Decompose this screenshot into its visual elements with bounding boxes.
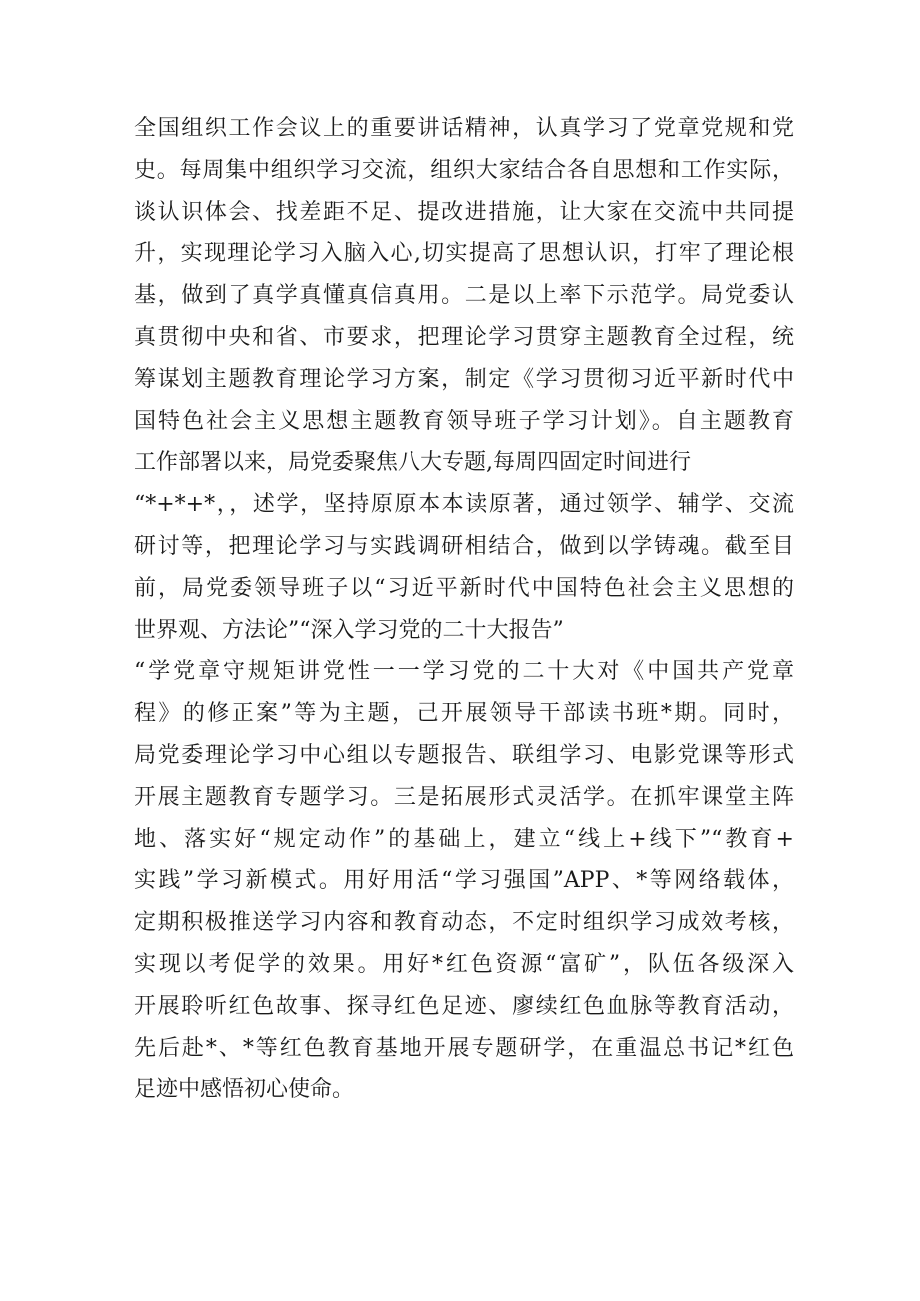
text-line-3: 谈认识体会、找差距不足、提改进措施，让大家在交流中共同提 xyxy=(134,199,794,225)
text-line-6: 真贯彻中央和省、市要求，把理论学习贯穿主题教育全过程，统 xyxy=(134,324,794,350)
text-line-7: 筹谋划主题教育理论学习方案，制定《学习贯彻习近平新时代中 xyxy=(134,366,794,392)
text-line-19: 实践”学习新模式。用好用活“学习强国”APP、*等网络载体， xyxy=(134,868,794,894)
text-line-20: 定期积极推送学习内容和教育动态，不定时组织学习成效考核， xyxy=(134,910,794,936)
text-line-15: 程》的修正案”等为主题，己开展领导干部读书班*期。同时， xyxy=(134,701,794,727)
text-line-5: 基，做到了真学真懂真信真用。二是以上率下示范学。局党委认 xyxy=(134,283,794,309)
text-line-1: 全国组织工作会议上的重要讲话精神，认真学习了党章党规和党 xyxy=(134,116,794,141)
text-line-8: 国特色社会主义思想主题教育领导班子学习计划》。自主题教育 xyxy=(134,408,794,434)
text-line-23: 先后赴*、*等红色教育基地开展专题研学，在重温总书记*红色 xyxy=(134,1035,794,1061)
text-line-10: “*+*+*，，述学，坚持原原本本读原著，通过领学、辅学、交流 xyxy=(134,492,794,518)
text-line-16: 局党委理论学习中心组以专题报告、联组学习、电影党课等形式 xyxy=(134,742,794,768)
text-line-13: 世界观、方法论”“深入学习党的二十大报告” xyxy=(134,617,564,643)
text-line-21: 实现以考促学的效果。用好*红色资源“富矿”，队伍各级深入 xyxy=(134,951,794,977)
text-line-12: 前，局党委领导班子以“习近平新时代中国特色社会主义思想的 xyxy=(134,575,794,601)
text-line-22: 开展聆听红色故事、探寻红色足迹、廖续红色血脉等教育活动， xyxy=(134,993,794,1019)
text-line-4: 升，实现理论学习入脑入心,切实提高了思想认识，打牢了理论根 xyxy=(134,241,794,267)
body-text xyxy=(134,108,794,1111)
text-line-18: 地、落实好“规定动作”的基础上，建立“线上+线下”“教育+ xyxy=(134,826,794,852)
text-line-11: 研讨等，把理论学习与实践调研相结合，做到以学铸魂。截至目 xyxy=(134,533,794,559)
text-line-14: “学党章守规矩讲党性一一学习党的二十大对《中国共产党章 xyxy=(134,659,794,685)
text-line-24: 足迹中感悟初心使命。 xyxy=(134,1077,355,1103)
text-line-17: 开展主题教育专题学习。三是拓展形式灵活学。在抓牢课堂主阵 xyxy=(134,784,794,810)
text-line-2: 史。每周集中组织学习交流，组织大家结合各自思想和工作实际， xyxy=(134,157,794,183)
text-line-9: 工作部署以来，局党委聚焦八大专题,每周四固定时间进行 xyxy=(134,450,691,476)
